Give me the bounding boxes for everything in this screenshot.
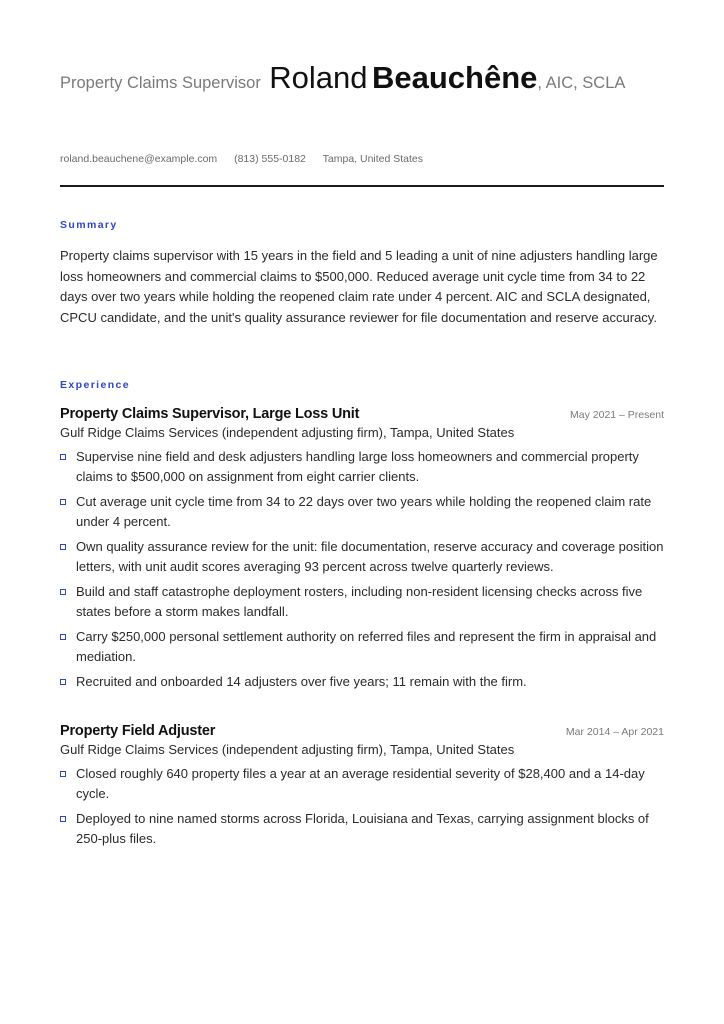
bullet-text: Deployed to nine named storms across Florida, Louisiana and Texas, carrying assignment blocks of 250-plus files. — [76, 811, 649, 846]
square-bullet-icon — [60, 544, 66, 550]
square-bullet-icon — [60, 499, 66, 505]
bullet-item — [60, 492, 664, 532]
job-title: Property Claims Supervisor, Large Loss Unit — [60, 406, 360, 422]
bullet-item — [60, 764, 664, 804]
square-bullet-icon — [60, 816, 66, 822]
resume-header — [60, 58, 664, 103]
bullet-item — [60, 627, 664, 667]
bullet-text: Closed roughly 640 property files a year at an average residential severity of $28,400 and a 14-day cycle. — [76, 766, 645, 801]
name-line — [60, 58, 664, 103]
job-entry — [60, 723, 664, 854]
bullet-item — [60, 672, 664, 692]
summary-heading: Summary — [60, 219, 118, 231]
experience-heading: Experience — [60, 379, 131, 391]
square-bullet-icon — [60, 771, 66, 777]
contact-phone: (813) 555-0182 — [234, 153, 306, 165]
job-title: Property Field Adjuster — [60, 723, 216, 739]
bullet-text: Cut average unit cycle time from 34 to 22 days over two years while holding the reopened claim rate under 4 percent. — [76, 494, 652, 529]
job-company: Gulf Ridge Claims Services (independent adjusting firm), Tampa, United States — [60, 425, 515, 440]
bullet-text: Recruited and onboarded 14 adjusters over five years; 11 remain with the firm. — [76, 674, 527, 689]
job-dates: May 2021 – Present — [570, 409, 664, 421]
bullet-text: Supervise nine field and desk adjusters handling large loss homeowners and commercial property claims to $500,000 on assignment from eight carrier clients. — [76, 449, 639, 484]
summary-text: Property claims supervisor with 15 years in the field and 5 leading a unit of nine adjusters handling large loss homeowners and commercial claims to $500,000. Reduced average unit cycle time from 34 to 22 days over two years while holding the reopened claim rate under 4 percent. AIC and SCLA designated, CPCU candidate, and the unit's quality assurance reviewer for file documentation and reserve accuracy. — [60, 248, 658, 326]
job-bullets — [60, 447, 664, 692]
bullet-item — [60, 582, 664, 622]
last-name: Beauchêne — [371, 60, 538, 95]
square-bullet-icon — [60, 679, 66, 685]
square-bullet-icon — [60, 634, 66, 640]
bullet-text: Carry $250,000 personal settlement authority on referred files and represent the firm in appraisal and mediation. — [76, 629, 657, 664]
bullet-item — [60, 447, 664, 487]
contact-line — [60, 153, 437, 165]
contact-location: Tampa, United States — [322, 153, 424, 165]
bullet-text: Own quality assurance review for the unit: file documentation, reserve accuracy and coverage position letters, with unit audit scores averaging 93 percent across twelve quarterly reviews. — [76, 539, 664, 574]
square-bullet-icon — [60, 589, 66, 595]
bullet-item — [60, 809, 664, 849]
bullet-item — [60, 537, 664, 577]
first-name: Roland — [269, 60, 368, 95]
job-bullets — [60, 764, 664, 849]
job-dates: Mar 2014 – Apr 2021 — [565, 726, 664, 738]
job-entry — [60, 406, 664, 697]
square-bullet-icon — [60, 454, 66, 460]
job-company: Gulf Ridge Claims Services (independent adjusting firm), Tampa, United States — [60, 742, 515, 757]
contact-email: roland.beauchene@example.com — [60, 153, 218, 165]
bullet-text: Build and staff catastrophe deployment rosters, including non-resident licensing checks across five states before a storm makes landfall. — [76, 584, 643, 619]
header-divider — [60, 185, 664, 187]
headline-job-title: Property Claims Supervisor — [60, 74, 261, 92]
credentials: , AIC, SCLA — [537, 74, 626, 92]
